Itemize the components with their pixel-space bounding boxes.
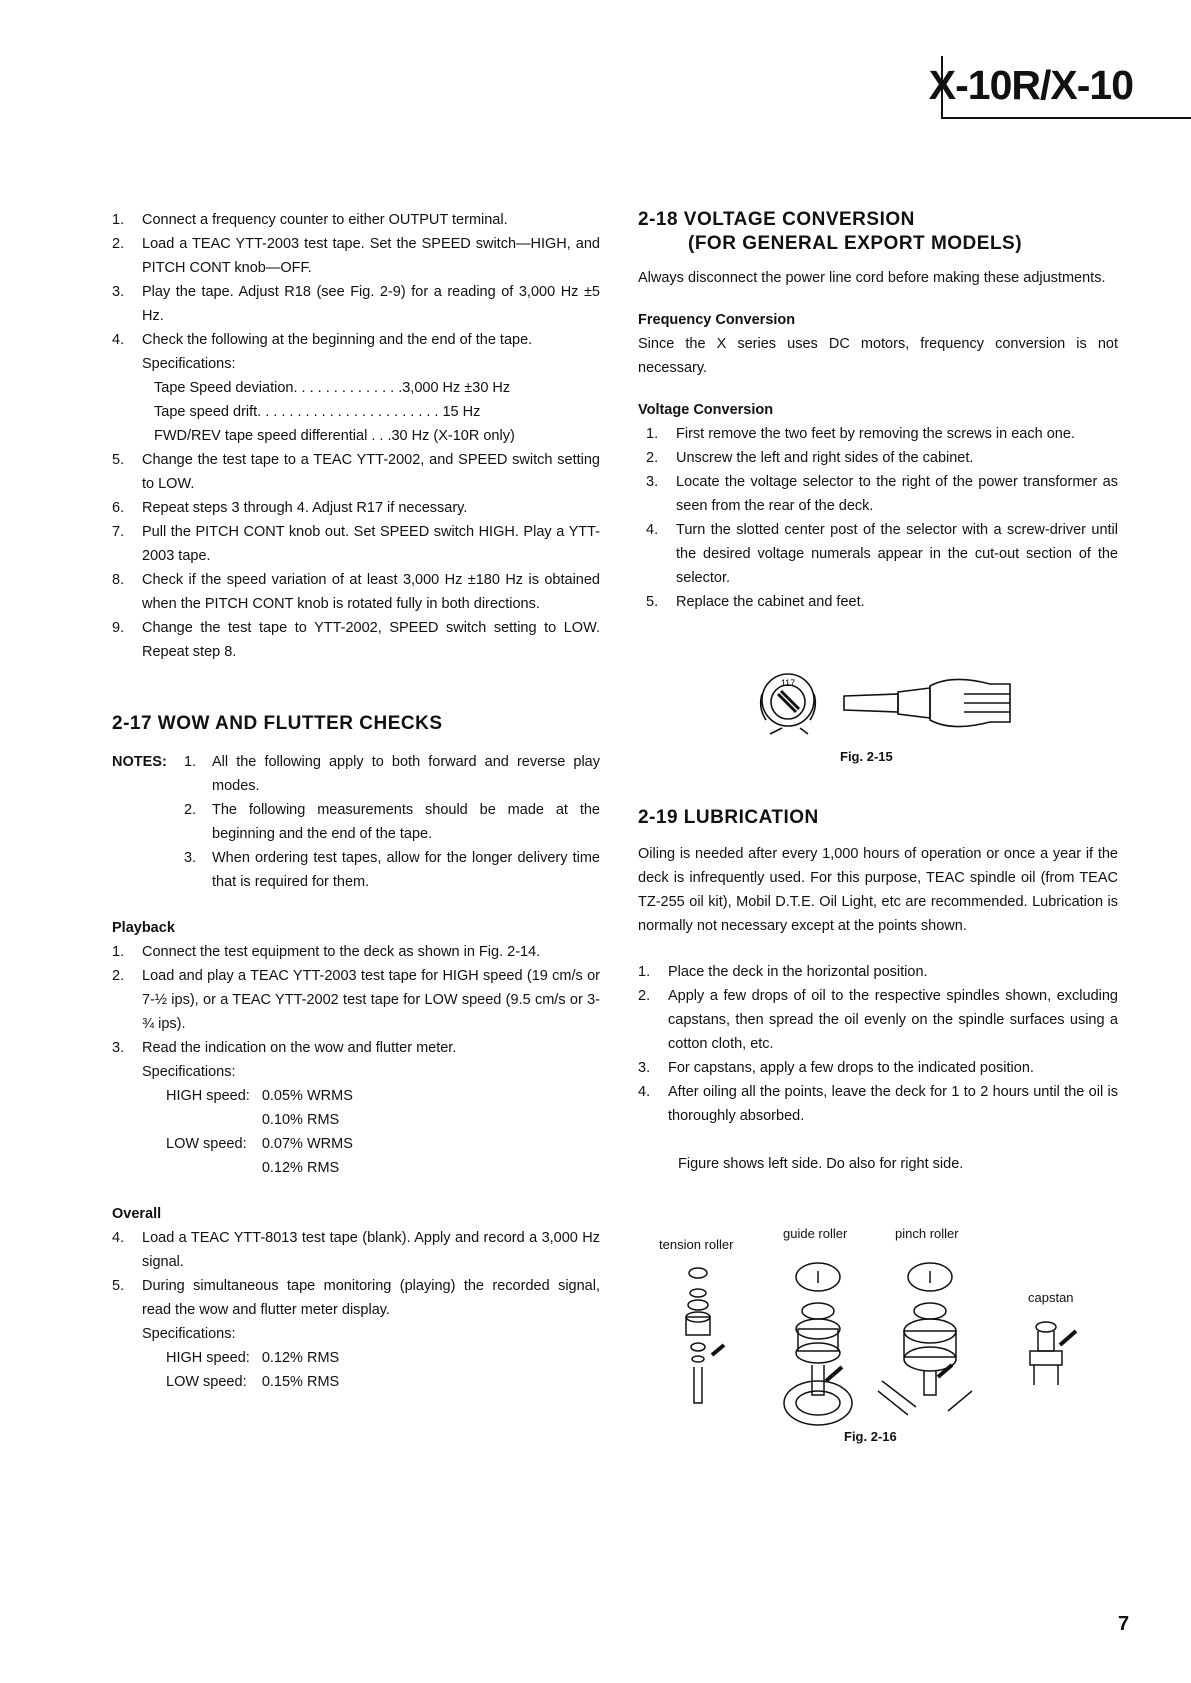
lubrication-section bbox=[638, 806, 1118, 1176]
list-item: 2. Load and play a TEAC YTT-2003 test tape for HIGH speed (19 cm/s or 7-½ ips), or a TEAC YTT-2002 test tape for LOW speed (9.5 cm/s or 3-¾ ips). bbox=[112, 968, 600, 1032]
spec-row: Tape Speed deviation. . . . . . . . . . . . . .3,000 Hz ±30 Hz bbox=[154, 380, 511, 396]
list-item: 4. Check the following at the beginning and the end of the tape. bbox=[112, 332, 533, 348]
overall-spec-table bbox=[142, 1346, 351, 1394]
voltage-conversion-heading: Voltage Conversion bbox=[638, 402, 774, 418]
list-item: 1. Place the deck in the horizontal position. bbox=[638, 964, 928, 980]
section-subheading-2-18: (FOR GENERAL EXPORT MODELS) bbox=[688, 233, 1023, 254]
list-item: 8. Check if the speed variation of at least 3,000 Hz ±180 Hz is obtained when the PITCH CONT knob is rotated fully in both directions. bbox=[112, 572, 600, 612]
list-item: 1. Connect the test equipment to the deck as shown in Fig. 2-14. bbox=[112, 944, 541, 960]
list-item: 2. Unscrew the left and right sides of the cabinet. bbox=[646, 450, 974, 466]
list-item: 3. Locate the voltage selector to the right of the power transformer as seen from the rear of the deck. bbox=[646, 474, 1118, 514]
section-heading-2-18: 2-18 VOLTAGE CONVERSION bbox=[638, 209, 915, 230]
speed-specifications bbox=[112, 352, 600, 448]
note-item: 3. When ordering test tapes, allow for the longer delivery time that is required for them. bbox=[184, 850, 600, 890]
table-row: LOW speed: 0.15% RMS bbox=[166, 1374, 340, 1390]
table-row: 0.12% RMS bbox=[261, 1160, 340, 1176]
voltage-steps-list bbox=[638, 422, 1118, 614]
table-row: 0.10% RMS bbox=[261, 1112, 340, 1128]
pinch-roller-label: pinch roller bbox=[895, 1226, 959, 1241]
list-item: 4. Load a TEAC YTT-8013 test tape (blank). Apply and record a 3,000 Hz signal. bbox=[112, 1230, 600, 1270]
capstan-label: capstan bbox=[1028, 1290, 1074, 1305]
guide-roller-icon bbox=[784, 1263, 852, 1425]
list-item: 1. Connect a frequency counter to either OUTPUT terminal. bbox=[112, 212, 508, 228]
section-heading-2-19: 2-19 LUBRICATION bbox=[638, 807, 819, 828]
tension-roller-label: tension roller bbox=[659, 1237, 734, 1252]
note-item: 2. The following measurements should be made at the beginning and the end of the tape. bbox=[184, 802, 600, 842]
list-item: 2. Load a TEAC YTT-2003 test tape. Set the SPEED switch—HIGH, and PITCH CONT knob—OFF. bbox=[112, 236, 600, 276]
page-number: 7 bbox=[1118, 1613, 1130, 1635]
list-item: 4. After oiling all the points, leave the deck for 1 to 2 hours until the oil is thoroughly absorbed. bbox=[638, 1084, 1118, 1124]
lubrication-figure bbox=[668, 1255, 1088, 1435]
speed-steps-list-2 bbox=[112, 448, 600, 664]
capstan-icon bbox=[1030, 1322, 1076, 1385]
left-column bbox=[112, 208, 600, 1394]
right-column bbox=[638, 208, 1118, 614]
list-item: 6. Repeat steps 3 through 4. Adjust R17 if necessary. bbox=[112, 500, 468, 516]
section-heading-2-17: 2-17 WOW AND FLUTTER CHECKS bbox=[112, 713, 443, 734]
list-item: 5. Replace the cabinet and feet. bbox=[646, 594, 865, 610]
list-item: 3. For capstans, apply a few drops to the indicated position. bbox=[638, 1060, 1034, 1076]
list-item: 9. Change the test tape to YTT-2002, SPEED switch setting to LOW. Repeat step 8. bbox=[112, 620, 600, 660]
fig-2-15-caption: Fig. 2-15 bbox=[840, 749, 893, 764]
notes-block bbox=[112, 750, 600, 894]
lubrication-intro: Oiling is needed after every 1,000 hours of operation or once a year if the deck is infrequently used. For this purpose, TEAC spindle oil (from TEAC TZ-255 oil kit), Mobil D.T.E. Oil Light, etc are recommended. Lubrication is normally not necessary except at the points shown. bbox=[638, 846, 1118, 934]
playback-spec-table bbox=[142, 1084, 365, 1180]
header-rule-horizontal bbox=[941, 117, 1191, 119]
note-item: 1. All the following apply to both forward and reverse play modes. bbox=[184, 754, 600, 794]
list-item: 3. Play the tape. Adjust R18 (see Fig. 2-9) for a reading of 3,000 Hz ±5 Hz. bbox=[112, 284, 600, 324]
frequency-conversion-text: Since the X series uses DC motors, frequency conversion is not necessary. bbox=[638, 336, 1118, 376]
speed-steps-list bbox=[112, 208, 600, 352]
voltage-intro: Always disconnect the power line cord before making these adjustments. bbox=[638, 270, 1106, 286]
notes-label: NOTES: bbox=[112, 754, 167, 770]
list-item: 2. Apply a few drops of oil to the respective spindles shown, excluding capstans, then spread the oil evenly on the spindle surfaces using a cotton cloth, etc. bbox=[638, 988, 1118, 1052]
overall-heading: Overall bbox=[112, 1206, 162, 1222]
playback-heading: Playback bbox=[112, 920, 175, 936]
list-item: 7. Pull the PITCH CONT knob out. Set SPEED switch HIGH. Play a YTT-2003 tape. bbox=[112, 524, 600, 564]
notes-list bbox=[184, 750, 600, 894]
voltage-selector-figure bbox=[752, 664, 1022, 736]
figure-note: Figure shows left side. Do also for right side. bbox=[678, 1156, 964, 1172]
playback-spec-label: Specifications: bbox=[142, 1064, 236, 1080]
guide-roller-label: guide roller bbox=[783, 1226, 848, 1241]
playback-steps-list bbox=[112, 940, 600, 1060]
table-row: HIGH speed: 0.12% RMS bbox=[166, 1350, 340, 1366]
fig-2-16-caption: Fig. 2-16 bbox=[844, 1429, 897, 1444]
overall-steps-list bbox=[112, 1226, 600, 1322]
frequency-conversion-heading: Frequency Conversion bbox=[638, 312, 796, 328]
table-row: HIGH speed: 0.05% WRMS bbox=[166, 1088, 353, 1104]
overall-spec-label: Specifications: bbox=[142, 1326, 236, 1342]
spec-row: Tape speed drift. . . . . . . . . . . . . . . . . . . . . . . 15 Hz bbox=[154, 404, 481, 420]
lubrication-steps-list bbox=[638, 960, 1118, 1128]
list-item: 5. During simultaneous tape monitoring (playing) the recorded signal, read the wow and flutter meter display. bbox=[112, 1278, 600, 1318]
list-item: 5. Change the test tape to a TEAC YTT-2002, and SPEED switch setting to LOW. bbox=[112, 452, 600, 492]
list-item: 4. Turn the slotted center post of the selector with a screw-driver until the desired voltage numerals appear in the cut-out section of the selector. bbox=[646, 522, 1118, 586]
spec-row: FWD/REV tape speed differential . . .30 Hz (X-10R only) bbox=[154, 428, 515, 444]
model-title: X-10R/X-10 bbox=[928, 62, 1133, 108]
list-item: 1. First remove the two feet by removing the screws in each one. bbox=[646, 426, 1075, 442]
spec-label: Specifications: bbox=[142, 356, 236, 372]
pinch-roller-icon bbox=[878, 1263, 972, 1415]
selector-numeral: 117 bbox=[780, 678, 796, 688]
list-item: 3. Read the indication on the wow and flutter meter. bbox=[112, 1040, 457, 1056]
table-row: LOW speed: 0.07% WRMS bbox=[166, 1136, 353, 1152]
tension-roller-icon bbox=[686, 1268, 724, 1403]
